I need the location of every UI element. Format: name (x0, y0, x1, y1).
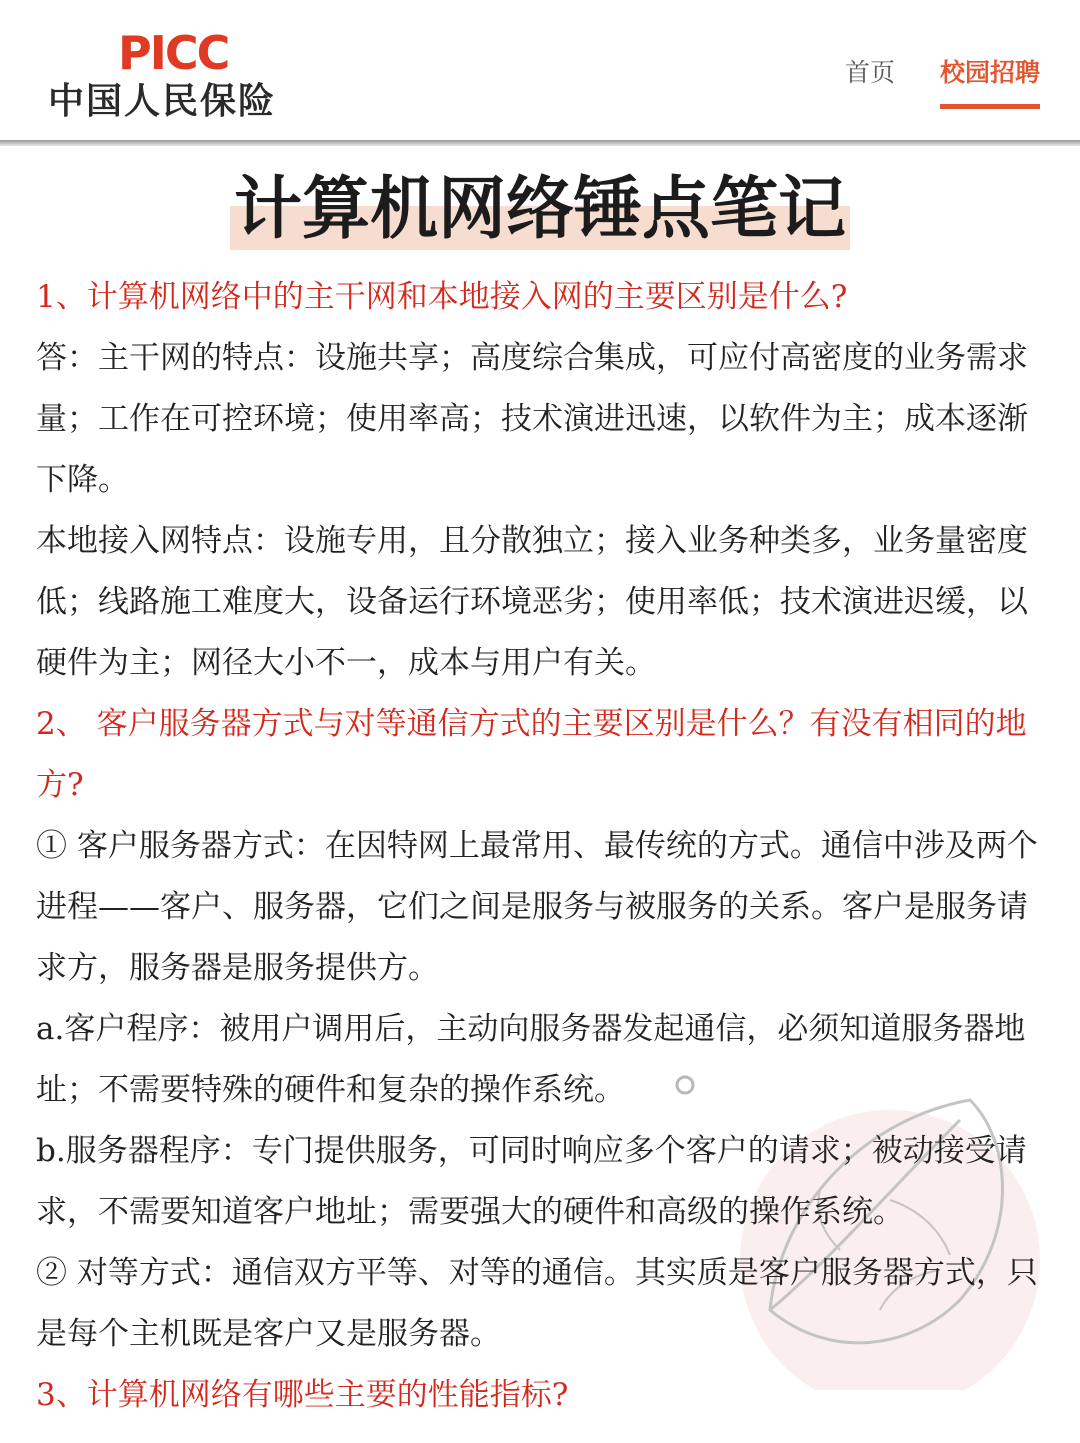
header-divider (0, 140, 1080, 146)
page-title: 计算机网络锤点笔记 (233, 170, 846, 249)
answer-2-server-program: b.服务器程序：专门提供服务，可同时响应多个客户的请求；被动接受请求，不需要知道客户地址；需要强大的硬件和高级的操作系统。 (36, 1133, 1027, 1230)
header (0, 0, 1080, 140)
answer-2-peer-to-peer: ② 对等方式：通信双方平等、对等的通信。其实质是客户服务器方式，只是每个主机既是客户又是服务器。 (36, 1255, 1038, 1352)
question-1: 1、计算机网络中的主干网和本地接入网的主要区别是什么? (36, 279, 848, 315)
title-block (230, 166, 850, 258)
nav-active-indicator (940, 104, 1040, 109)
answer-1-backbone: 答：主干网的特点：设施共享；高度综合集成，可应付高密度的业务需求量；工作在可控环境；使用率高；技术演进迅速，以软件为主；成本逐渐下降。 (36, 340, 1028, 498)
question-2: 2、 客户服务器方式与对等通信方式的主要区别是什么？有没有相同的地方? (36, 706, 1027, 803)
answer-2-client-program: a.客户程序：被用户调用后，主动向服务器发起通信，必须知道服务器地址；不需要特殊的硬件和复杂的操作系统。 (36, 1011, 1026, 1108)
logo-company-name: 中国人民保险 (48, 81, 277, 122)
answer-1-access-network: 本地接入网特点：设施专用，且分散独立；接入业务种类多，业务量密度低；线路施工难度大，设备运行环境恶劣；使用率低；技术演进迟缓，以硬件为主；网径大小不一，成本与用户有关。 (36, 523, 1028, 681)
question-3: 3、计算机网络有哪些主要的性能指标? (36, 1377, 569, 1413)
nav-campus-recruitment-link[interactable]: 校园招聘 (940, 58, 1041, 87)
picc-logo[interactable]: PICC (118, 26, 229, 80)
answer-2-client-server: ① 客户服务器方式：在因特网上最常用、最传统的方式。通信中涉及两个进程——客户、服务器，它们之间是服务与被服务的关系。客户是服务请求方，服务器是服务提供方。 (36, 828, 1038, 986)
notes-content (36, 267, 1046, 1426)
nav-home-link[interactable]: 首页 (845, 58, 896, 87)
